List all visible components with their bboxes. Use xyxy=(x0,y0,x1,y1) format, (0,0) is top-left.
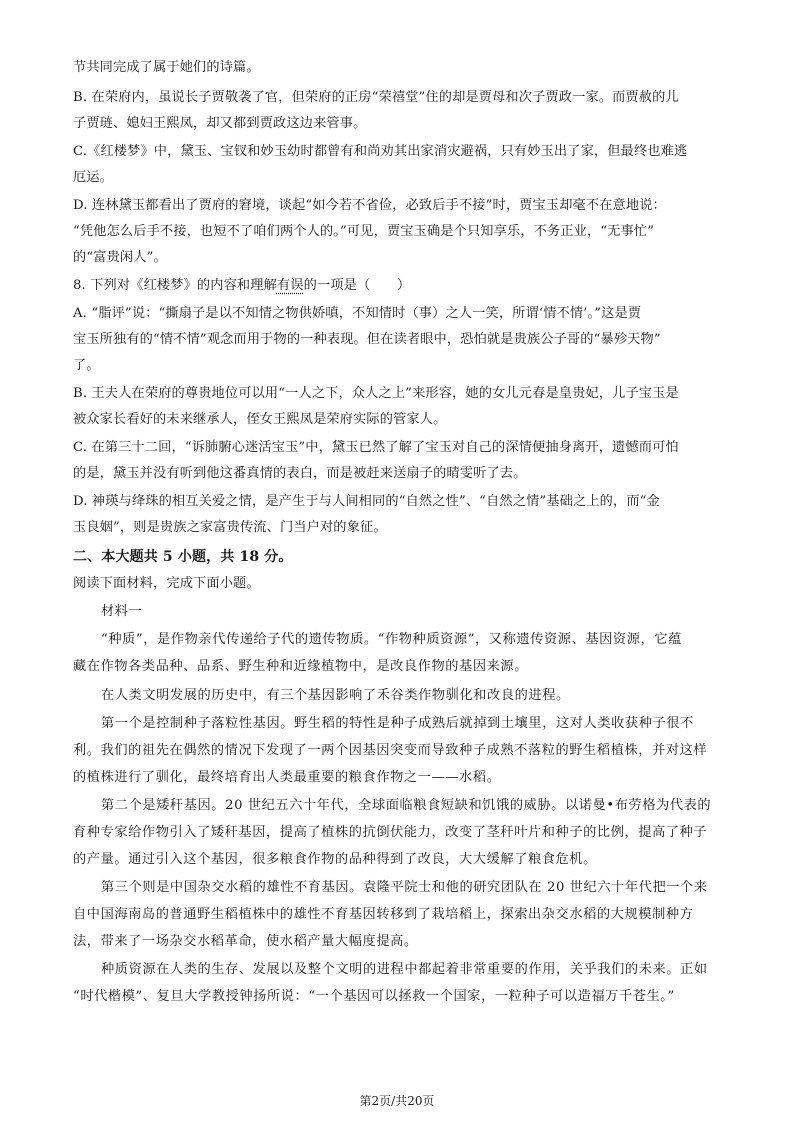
option-c-line2: 厄运。 xyxy=(73,170,114,185)
question-8-tail: 的一项是（ ） xyxy=(303,278,411,293)
q8-option-d-line2: 玉良姻”，则是贵族之家富贵传流、门当户对的象征。 xyxy=(73,520,387,535)
material-paragraph-5-cont: 法，带来了一场杂交水稻革命，使水稻产量大幅度提高。 xyxy=(73,934,418,949)
question-8 xyxy=(73,276,410,296)
material-paragraph-3-cont: 的植株进行了驯化，最终培育出人类最重要的粮食作物之一——水稻。 xyxy=(73,770,501,785)
material-paragraph-4-cont: 的产量。通过引入这个基因，很多粮食作物的品种得到了改良，大大缓解了粮食危机。 xyxy=(73,852,597,867)
material-paragraph-4: 第二个是矮秆基因。20 世纪五六十年代，全球面临粮食短缺和饥饿的威胁。以诺曼•布劳格为代表的 xyxy=(101,798,712,813)
page-number: 第2页/共20页 xyxy=(359,1094,435,1108)
material-paragraph-1-cont: 藏在作物各类品种、品系、野生种和近缘植物中，是改良作物的基因来源。 xyxy=(73,659,528,674)
q8-option-b-line1: B. 王夫人在荣府的尊贵地位可以用“一人之下，众人之上”来形容，她的女儿元春是皇贵妃，儿子宝玉是 xyxy=(73,386,679,401)
material-paragraph-6: 种质资源在人类的生存、发展以及整个文明的进程中都起着非常重要的作用，关乎我们的未来。正如 xyxy=(101,962,708,977)
option-d-line1: D. 连林黛玉都看出了贾府的窘境，谈起“如今若不省俭，必致后手不接”时，贾宝玉却毫不在意地说： xyxy=(73,198,666,213)
option-d-line3: 的“富贵闲人”。 xyxy=(73,250,167,265)
option-b-line1: B. 在荣府内，虽说长子贾敬袭了官，但荣府的正房“荣禧堂”住的却是贾母和次子贾政一家。而贾赦的儿 xyxy=(73,90,679,105)
section-heading: 二、本大题共 5 小题，共 18 分。 xyxy=(73,549,293,565)
question-8-stem: 8. 下列对《红楼梦》的内容和理解 xyxy=(73,278,277,293)
q8-option-d-line1: D. 神瑛与绛珠的相互关爱之情，是产生于与人间相同的“自然之性”、“自然之情”基础之上的，而“金 xyxy=(73,494,660,509)
material-paragraph-1: “种质”，是作物亲代传递给子代的遗传物质。“作物种质资源”，又称遗传资源、基因资源，它蕴 xyxy=(101,632,682,647)
option-c-line1: C.《红楼梦》中，黛玉、宝钗和妙玉幼时都曾有和尚劝其出家消灾避祸，只有妙玉出了家，但最终也难逃 xyxy=(73,144,688,159)
q8-option-a-line1: A. “脂评”说：“撕扇子是以不知情之物供娇嗔，不知情时（事）之人一笑，所谓‘情不情’。”这是贾 xyxy=(73,306,642,321)
material-paragraph-4-cont: 育种专家给作物引入了矮秆基因，提高了植株的抗倒伏能力，改变了茎秆叶片和种子的比例，提高了种子 xyxy=(73,825,708,840)
material-paragraph-6-cont: “时代楷模”、复旦大学教授钟扬所说：“一个基因可以拯救一个国家，一粒种子可以造福万千苍生。” xyxy=(73,989,675,1004)
option-b-line2: 子贾琏、媳妇王熙凤，却又都到贾政这边来管事。 xyxy=(73,116,367,131)
material-paragraph-5-cont: 自中国海南岛的普通野生稻植株中的雄性不育基因转移到了栽培稻上，探索出杂交水稻的大规模制种方 xyxy=(73,907,694,922)
question-8-emphasis: 有误 xyxy=(276,278,304,293)
material-paragraph-3-cont: 利。我们的祖先在偶然的情况下发现了一两个因基因突变而导致种子成熟不落粒的野生稻植株，并对这样 xyxy=(73,743,708,758)
material-paragraph-5: 第三个则是中国杂交水稻的雄性不育基因。袁隆平院士和他的研究团队在 20 世纪六十年代把一个来 xyxy=(101,880,708,895)
q8-option-a-line2: 宝玉所独有的“情不情”观念而用于物的一种表现。但在读者眼中，恐怕就是贵族公子哥的“暴殄天物” xyxy=(73,332,661,347)
q8-option-c-line2: 的是，黛玉并没有听到他这番真情的表白，而是被赶来送扇子的晴雯听了去。 xyxy=(73,466,527,481)
q8-option-b-line2: 被众家长看好的未来继承人，侄女王熙凤是荣府实际的管家人。 xyxy=(73,412,447,427)
reading-instruction: 阅读下面材料，完成下面小题。 xyxy=(73,576,260,591)
material-paragraph-2: 在人类文明发展的历史中，有三个基因影响了禾谷类作物驯化和改良的进程。 xyxy=(101,688,570,703)
option-d-line2: “凭他怎么后手不接，也短不了咱们两个人的。”可见，贾宝玉确是个只知享乐，不务正业，“无事忙” xyxy=(73,224,655,239)
text-line: 节共同完成了属于她们的诗篇。 xyxy=(73,60,260,75)
material-title: 材料一 xyxy=(101,604,143,619)
material-paragraph-3: 第一个是控制种子落粒性基因。野生稻的特性是种子成熟后就掉到土壤里，这对人类收获种子很不 xyxy=(101,716,694,731)
q8-option-a-line3: 了。 xyxy=(73,358,100,373)
q8-option-c-line1: C. 在第三十二回，“诉肺腑心迷活宝玉”中，黛玉已然了解了宝玉对自己的深情便抽身离开，遗憾而可怕 xyxy=(73,440,679,455)
